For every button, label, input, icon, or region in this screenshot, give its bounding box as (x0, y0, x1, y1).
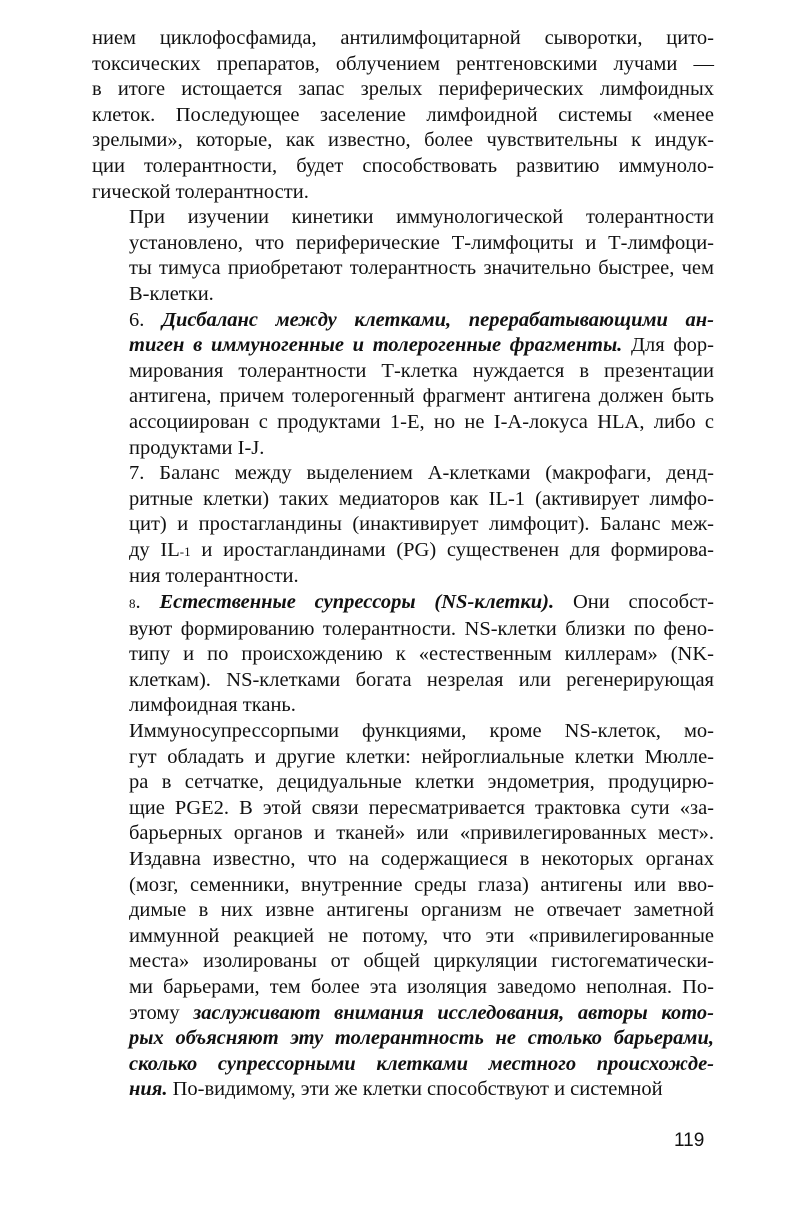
text-line (92, 436, 714, 462)
page-number: 119 (674, 1130, 705, 1151)
text-line (92, 821, 714, 847)
text-line (92, 745, 714, 771)
text-line (92, 410, 714, 436)
emphasis-text: сколько супрессорными клетками местного происхожде- (129, 1052, 714, 1075)
text-line (92, 642, 714, 668)
text-line (92, 1026, 714, 1052)
text-line (92, 128, 714, 154)
paragraph (92, 590, 714, 719)
text-line (92, 719, 714, 745)
text-segment: ра в сетчатке, децидуальные клетки эндометрия, продуцирю- (129, 771, 714, 794)
text-segment: В-клетки. (129, 282, 214, 305)
text-line (92, 52, 714, 78)
text-line (92, 975, 714, 1001)
text-segment: 6. (129, 308, 162, 331)
text-line (92, 770, 714, 796)
text-segment: иммунной реакцией не потому, что эти «привилегированные (129, 924, 714, 947)
text-line (92, 461, 714, 487)
text-line (92, 564, 714, 590)
text-line (92, 359, 714, 385)
text-line (92, 898, 714, 924)
text-line (92, 1077, 714, 1103)
text-segment: зрелыми», которые, как известно, более чувствительны к индук- (92, 129, 714, 152)
text-line (92, 282, 714, 308)
text-line (92, 512, 714, 538)
text-segment: ты тимуса приобретают толерантность значительно быстрее, чем (129, 257, 714, 280)
text-segment: Они способст- (554, 591, 714, 614)
paragraph (92, 205, 714, 307)
text-segment: димые в них извне антигены организм не отвечает заметной (129, 899, 714, 922)
text-line (92, 693, 714, 719)
text-segment: Иммуносупрессорпыми функциями, кроме NS-клеток, мо- (129, 720, 714, 743)
text-segment: типу и по происхождению к «естественным киллерам» (NK- (129, 643, 714, 666)
text-segment: токсических препаратов, облучением рентгеновскими лучами — (92, 52, 714, 75)
text-segment: установлено, что периферические Т-лимфоциты и Т-лимфоци- (129, 231, 714, 254)
paragraph (92, 308, 714, 462)
text-line (92, 538, 714, 565)
text-segment: этому (129, 1001, 194, 1024)
text-line (92, 796, 714, 822)
text-line (92, 231, 714, 257)
paragraph (92, 26, 714, 205)
text-segment: цит) и простагландины (инактивирует лимфоцит). Баланс меж- (129, 513, 714, 536)
text-line (92, 333, 714, 359)
emphasis-text: Естественные супрессоры (NS-клетки). (159, 591, 555, 614)
text-segment: гут обладать и другие клетки: нейроглиальные клетки Мюлле- (129, 745, 714, 768)
text-line (92, 873, 714, 899)
emphasis-text: тиген в иммуногенные и толерогенные фрагменты. (129, 334, 623, 357)
text-segment: щие PGE2. В этой связи пересматривается трактовка сути «за- (129, 796, 714, 819)
text-line (92, 924, 714, 950)
text-segment: клеткам). NS-клетками богата незрелая или регенерирующая (129, 668, 714, 691)
emphasis-text: Дисбаланс между клетками, перерабатывающими ан- (162, 308, 714, 331)
text-line (92, 1052, 714, 1078)
text-line (92, 847, 714, 873)
text-line (92, 256, 714, 282)
text-line (92, 77, 714, 103)
text-segment: ции толерантности, будет способствовать развитию иммуноло- (92, 154, 714, 177)
book-page (92, 26, 714, 1103)
text-segment: гической толерантности. (92, 180, 309, 203)
text-line (92, 26, 714, 52)
text-line (92, 487, 714, 513)
text-segment: ритные клетки) таких медиаторов как IL-1 (активирует лимфо- (129, 487, 714, 510)
text-segment: лимфоидная ткань. (129, 694, 296, 717)
text-segment: 8 (129, 596, 136, 612)
text-line (92, 384, 714, 410)
text-line (92, 103, 714, 129)
paragraph (92, 461, 714, 590)
text-line (92, 617, 714, 643)
text-segment: в итоге истощается запас зрелых периферических лимфоидных (92, 78, 714, 101)
text-segment: места» изолированы от общей циркуляции гистогематически- (129, 950, 714, 973)
text-segment: нием циклофосфамида, антилимфоцитарной сыворотки, цито- (92, 27, 714, 49)
text-segment: мирования толерантности Т-клетка нуждается в презентации (129, 359, 714, 382)
text-segment: Издавна известно, что на содержащиеся в некоторых органах (129, 848, 714, 870)
text-segment: (мозг, семенники, внутренние среды глаза) антигены или вво- (129, 873, 714, 896)
text-segment: барьерных органов и тканей» или «привилегированных мест». (129, 822, 714, 845)
text-segment: ми барьерами, тем более эта изоляция заведомо неполная. По- (129, 975, 714, 998)
text-segment: и иростагландинами (PG) существенен для формирова- (190, 538, 714, 561)
text-segment: По-видимому, эти же клетки способствуют и системной (167, 1078, 663, 1101)
text-line (92, 590, 714, 617)
text-line (92, 180, 714, 206)
text-segment: . (135, 591, 160, 614)
text-segment: ду IL (129, 538, 180, 561)
text-line (92, 308, 714, 334)
text-line (92, 1001, 714, 1027)
text-line (92, 154, 714, 180)
emphasis-text: рых объясняют эту толерантность не столько барьерами, (129, 1027, 714, 1050)
text-segment: ния толерантности. (129, 565, 299, 588)
text-segment: клеток. Последующее заселение лимфоидной системы «менее (92, 103, 714, 126)
text-segment: -1 (179, 543, 191, 559)
emphasis-text: заслуживают внимания исследования, авторы кото- (193, 1001, 714, 1024)
text-segment: 7. Баланс между выделением А-клетками (макрофаги, денд- (129, 462, 714, 485)
text-line (92, 949, 714, 975)
text-segment: Для фор- (622, 334, 714, 357)
emphasis-text: ния. (129, 1078, 168, 1101)
text-segment: При изучении кинетики иммунологической толерантности (129, 206, 714, 229)
text-line (92, 205, 714, 231)
paragraph (92, 719, 714, 1103)
text-segment: вуют формированию толерантности. NS-клетки близки по фено- (129, 617, 714, 640)
body-text (92, 26, 714, 1103)
text-segment: продуктами I-J. (129, 436, 265, 459)
text-segment: ассоциирован с продуктами 1-Е, но не I-А-локуса HLA, либо с (129, 410, 714, 433)
text-line (92, 668, 714, 694)
text-segment: антигена, причем толерогенный фрагмент антигена должен быть (129, 385, 714, 408)
